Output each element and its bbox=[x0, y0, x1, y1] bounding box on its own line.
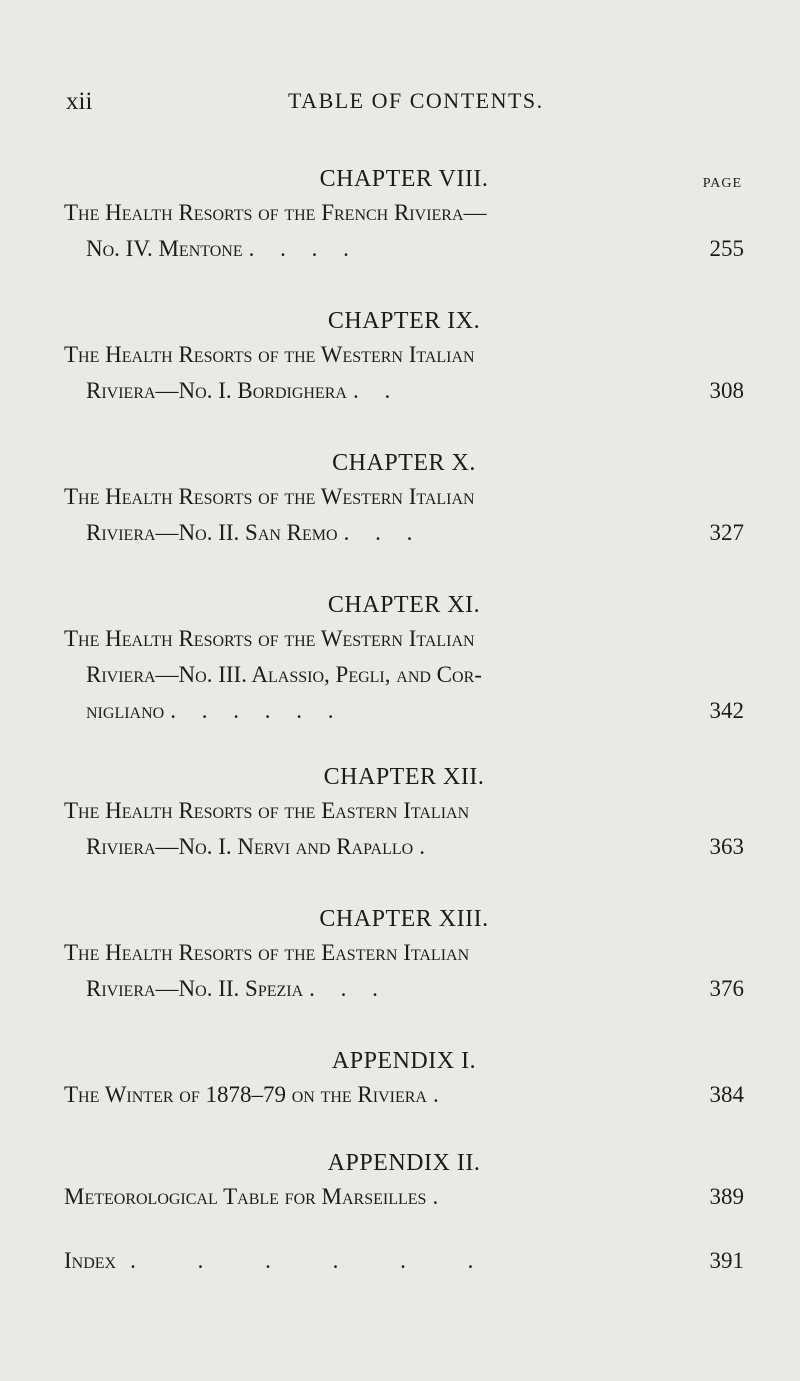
entry-text: No. IV. Mentone bbox=[86, 236, 243, 261]
toc-entry-chapter-xiii bbox=[64, 906, 744, 1012]
entry-title-line bbox=[64, 662, 744, 698]
dot-leader: . bbox=[432, 1184, 449, 1209]
entry-title-line bbox=[64, 976, 744, 1012]
dot-leader: . bbox=[419, 834, 435, 859]
page-number: 363 bbox=[709, 834, 744, 859]
entry-text: Meteorological Table for Marseilles bbox=[64, 1184, 427, 1209]
entry-text: Riviera—No. II. San Remo bbox=[86, 520, 338, 545]
entry-title-line bbox=[64, 798, 744, 834]
entry-title-line bbox=[64, 520, 744, 556]
page-column-label: PAGE bbox=[702, 176, 742, 191]
page-number: 342 bbox=[709, 698, 744, 723]
chapter-heading: CHAPTER VIII. bbox=[319, 166, 489, 192]
toc-entry-chapter-ix bbox=[64, 308, 744, 414]
toc-entry-chapter-viii bbox=[64, 166, 744, 272]
page-folio: xii bbox=[66, 88, 93, 115]
entry-title-line bbox=[64, 484, 744, 520]
chapter-heading: CHAPTER XIII. bbox=[319, 906, 489, 932]
page-number: 308 bbox=[709, 378, 744, 403]
entry-title-line bbox=[64, 1184, 744, 1220]
dot-leader: . . bbox=[352, 378, 401, 403]
dot-leader: . . . . . . bbox=[170, 698, 344, 723]
chapter-heading: CHAPTER XI. bbox=[327, 592, 481, 618]
toc-entry-chapter-x bbox=[64, 450, 744, 556]
entry-title-line bbox=[64, 1248, 744, 1284]
page-number: 327 bbox=[709, 520, 744, 545]
entry-text: The Health Resorts of the French Riviera— bbox=[64, 200, 487, 225]
entry-title-line bbox=[64, 342, 744, 378]
chapter-heading: CHAPTER XII. bbox=[323, 764, 485, 790]
toc-entry-appendix-ii bbox=[64, 1150, 744, 1220]
dot-leader: . . . bbox=[309, 976, 388, 1001]
entry-title-line bbox=[64, 236, 744, 272]
entry-text: The Health Resorts of the Eastern Italian bbox=[64, 940, 470, 965]
entry-title-line bbox=[64, 626, 744, 662]
page-number: 384 bbox=[709, 1082, 744, 1107]
toc-entry-appendix-i bbox=[64, 1048, 744, 1118]
running-head bbox=[0, 88, 800, 128]
entry-text: Riviera—No. II. Spezia bbox=[86, 976, 304, 1001]
entry-text: Riviera—No. I. Nervi and Rapallo bbox=[86, 834, 414, 859]
entry-text: The Health Resorts of the Eastern Italian bbox=[64, 798, 470, 823]
dot-leader: . . . . bbox=[248, 236, 359, 261]
entry-text: The Health Resorts of the Western Italian bbox=[64, 626, 475, 651]
dot-leader: . . . . . . bbox=[130, 1248, 502, 1273]
appendix-heading: APPENDIX I. bbox=[331, 1048, 477, 1074]
entry-title-line bbox=[64, 698, 744, 734]
entry-text: The Health Resorts of the Western Italian bbox=[64, 342, 475, 367]
page-number: 376 bbox=[709, 976, 744, 1001]
page-number: 389 bbox=[709, 1184, 744, 1209]
entry-text: The Health Resorts of the Western Italian bbox=[64, 484, 475, 509]
running-title: TABLE OF CONTENTS. bbox=[288, 88, 544, 113]
chapter-heading: CHAPTER IX. bbox=[327, 308, 481, 334]
entry-text: The Winter of 1878–79 on the Riviera bbox=[64, 1082, 427, 1107]
page-number: 391 bbox=[709, 1248, 744, 1273]
toc-entry-chapter-xii bbox=[64, 764, 744, 870]
toc-entry-index bbox=[64, 1248, 744, 1284]
chapter-heading: CHAPTER X. bbox=[332, 450, 476, 476]
dot-leader: . bbox=[433, 1082, 449, 1107]
page-number: 255 bbox=[709, 236, 744, 261]
entry-text: nigliano bbox=[86, 698, 165, 723]
toc-entry-chapter-xi bbox=[64, 592, 744, 734]
dot-leader: . . . bbox=[343, 520, 423, 545]
entry-title-line bbox=[64, 834, 744, 870]
entry-title-line bbox=[64, 940, 744, 976]
entry-title-line bbox=[64, 1082, 744, 1118]
appendix-heading: APPENDIX II. bbox=[327, 1150, 481, 1176]
entry-text: Index bbox=[64, 1248, 117, 1273]
entry-text: Riviera—No. III. Alassio, Pegli, and Cor- bbox=[86, 662, 482, 687]
entry-text: Riviera—No. I. Bordighera bbox=[86, 378, 347, 403]
entry-title-line bbox=[64, 378, 744, 414]
